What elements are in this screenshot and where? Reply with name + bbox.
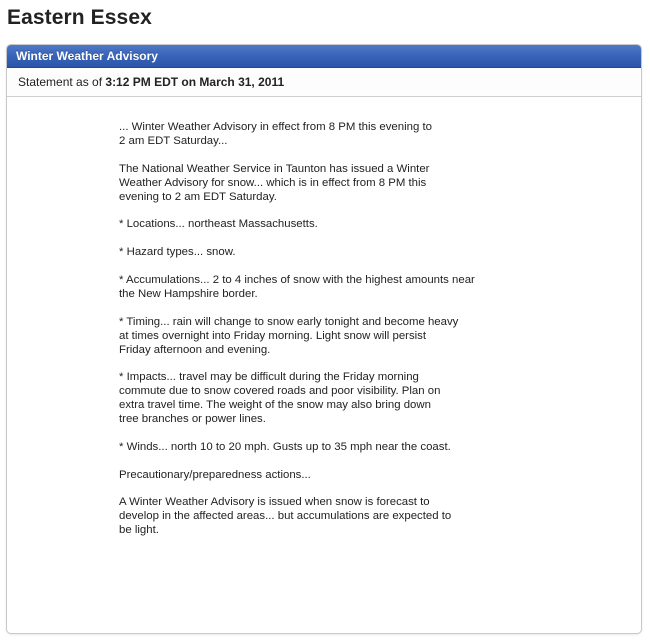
advisory-panel — [6, 44, 642, 634]
panel-header: Winter Weather Advisory — [7, 45, 641, 68]
statement-prefix: Statement as of — [18, 75, 106, 89]
statement-row — [7, 68, 641, 97]
statement-time: 3:12 PM EDT on March 31, 2011 — [105, 75, 285, 89]
page-title: Eastern Essex — [7, 6, 152, 29]
advisory-text: ... Winter Weather Advisory in effect from 8 PM this evening to 2 am EDT Saturday... The National Weather Service in Taunton has issued a Winter Weather Advisory for snow... which is in effect from 8 PM this evening to 2 am EDT Saturday. * Locations... northeast Massachusetts. * Hazard types... snow. * Accumulations... 2 to 4 inches of snow with the highest amounts near the New Hampshire border. * Timing... rain will change to snow early tonight and become heavy at times overnight into Friday morning. Light snow will persist Friday afternoon and evening. * Impacts... travel may be difficult during the Friday morning commute due to snow covered roads and poor visibility. Plan on extra travel time. The weight of the snow may also bring down tree branches or power lines. * Winds... north 10 to 20 mph. Gusts up to 35 mph near the coast. Precautionary/preparedness actions... A Winter Weather Advisory is issued when snow is forecast to develop in the affected areas... but accumulations are expected to be light. — [119, 121, 475, 537]
